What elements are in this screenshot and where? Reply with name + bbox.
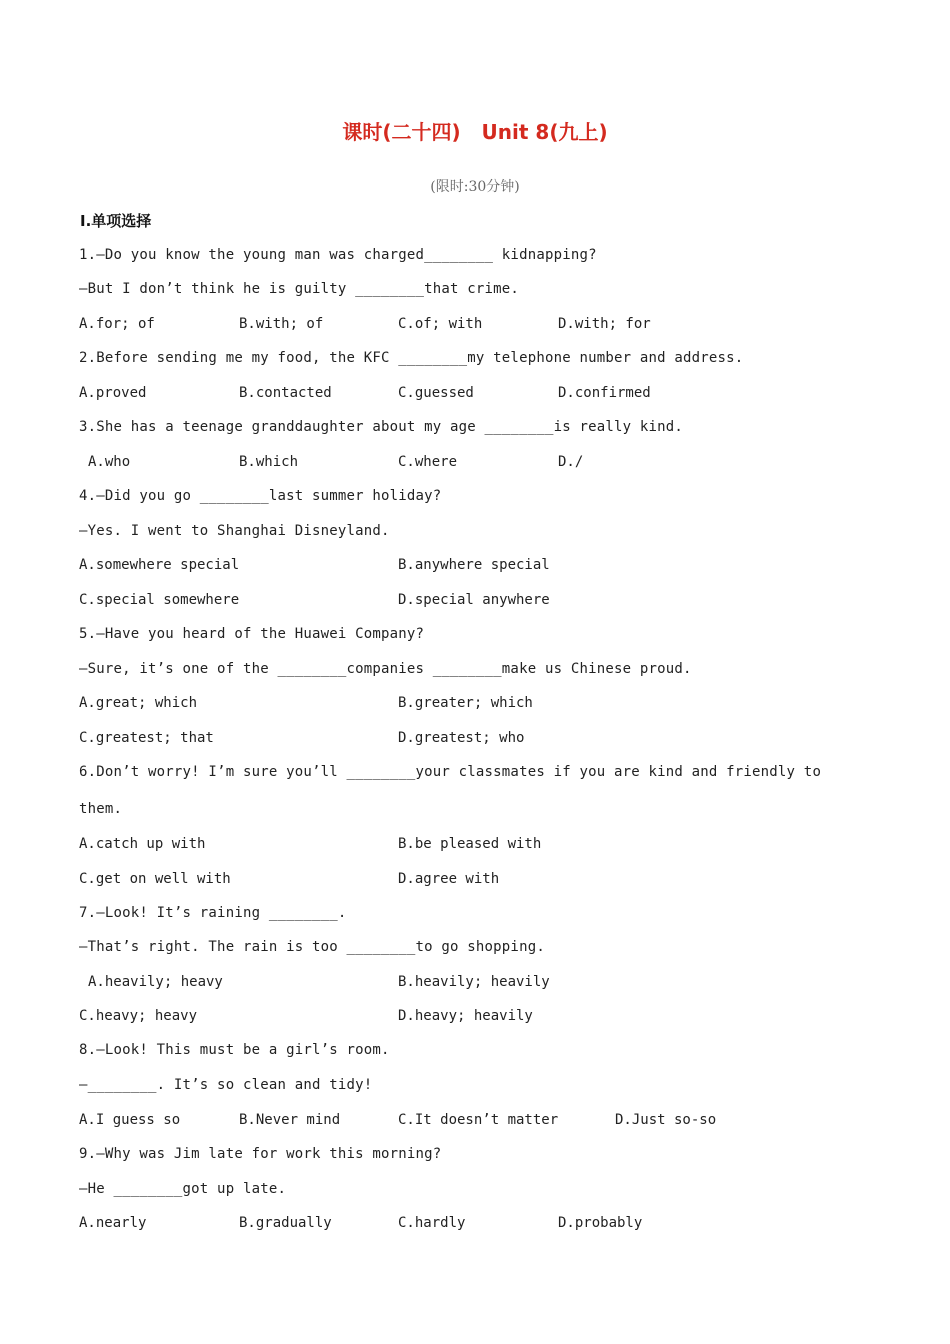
question-5-option-b: B.greater; which [398,695,533,711]
question-5-option-a: A.great; which [79,695,198,711]
question-8-option-d: D.Just so-so [615,1112,717,1128]
question-4-line-2: —Yes. I went to Shanghai Disneyland. [79,523,390,539]
time-limit: (限时:30分钟) [430,179,520,195]
question-9-line-2: —He ________got up late. [79,1181,287,1197]
question-7-option-d: D.heavy; heavily [398,1008,533,1024]
question-6-option-b: B.be pleased with [398,836,542,852]
question-4-option-d: D.special anywhere [398,592,550,608]
page-title: 课时(二十四) Unit 8(九上) [342,120,608,144]
question-7-option-b: B.heavily; heavily [398,974,550,990]
section-heading: Ⅰ.单项选择 [80,212,152,230]
question-3-line-1: 3.She has a teenage granddaughter about my age ________is really kind. [79,419,684,435]
question-5-line-2: —Sure, it’s one of the ________companies ________make us Chinese proud. [79,661,692,677]
question-1-option-d: D.with; for [558,316,651,332]
question-5-option-d: D.greatest; who [398,730,525,746]
question-8-option-c: C.It doesn’t matter [398,1112,559,1128]
question-9-option-c: C.hardly [398,1215,466,1231]
question-5-option-c: C.greatest; that [79,730,214,746]
question-9-option-b: B.gradually [239,1215,332,1231]
question-2-line-1: 2.Before sending me my food, the KFC ________my telephone number and address. [79,350,744,366]
question-1-option-c: C.of; with [398,316,483,332]
question-6-line-1: 6.Don’t worry! I’m sure you’ll ________your classmates if you are kind and friendly to [79,764,822,780]
question-1-option-b: B.with; of [239,316,324,332]
question-5-line-1: 5.—Have you heard of the Huawei Company? [79,626,425,642]
question-7-line-2: —That’s right. The rain is too ________to go shopping. [79,939,545,955]
question-9-line-1: 9.—Why was Jim late for work this morning? [79,1146,442,1162]
question-2-option-a: A.proved [79,385,147,401]
question-7-line-1: 7.—Look! It’s raining ________. [79,905,347,921]
question-8-line-2: —________. It’s so clean and tidy! [79,1077,373,1093]
question-3-option-a: A.who [88,454,131,470]
question-2-option-c: C.guessed [398,385,474,401]
question-1-line-1: 1.—Do you know the young man was charged________ kidnapping? [79,247,597,263]
question-6-option-d: D.agree with [398,871,500,887]
question-7-option-a: A.heavily; heavy [88,974,223,990]
question-3-option-b: B.which [239,454,299,470]
question-8-option-b: B.Never mind [239,1112,341,1128]
question-7-option-c: C.heavy; heavy [79,1008,198,1024]
question-3-option-c: C.where [398,454,458,470]
question-4-option-c: C.special somewhere [79,592,240,608]
question-2-option-d: D.confirmed [558,385,651,401]
question-4-line-1: 4.—Did you go ________last summer holiday? [79,488,442,504]
question-8-line-1: 8.—Look! This must be a girl’s room. [79,1042,390,1058]
question-9-option-d: D.probably [558,1215,643,1231]
question-2-option-b: B.contacted [239,385,332,401]
question-8-option-a: A.I guess so [79,1112,181,1128]
question-1-line-2: —But I don’t think he is guilty ________that crime. [79,281,520,297]
question-4-option-b: B.anywhere special [398,557,550,573]
question-6-option-c: C.get on well with [79,871,231,887]
question-6-line-2: them. [79,801,123,817]
question-1-option-a: A.for; of [79,316,155,332]
question-3-option-d: D./ [558,454,584,470]
question-9-option-a: A.nearly [79,1215,147,1231]
question-6-option-a: A.catch up with [79,836,206,852]
question-4-option-a: A.somewhere special [79,557,240,573]
